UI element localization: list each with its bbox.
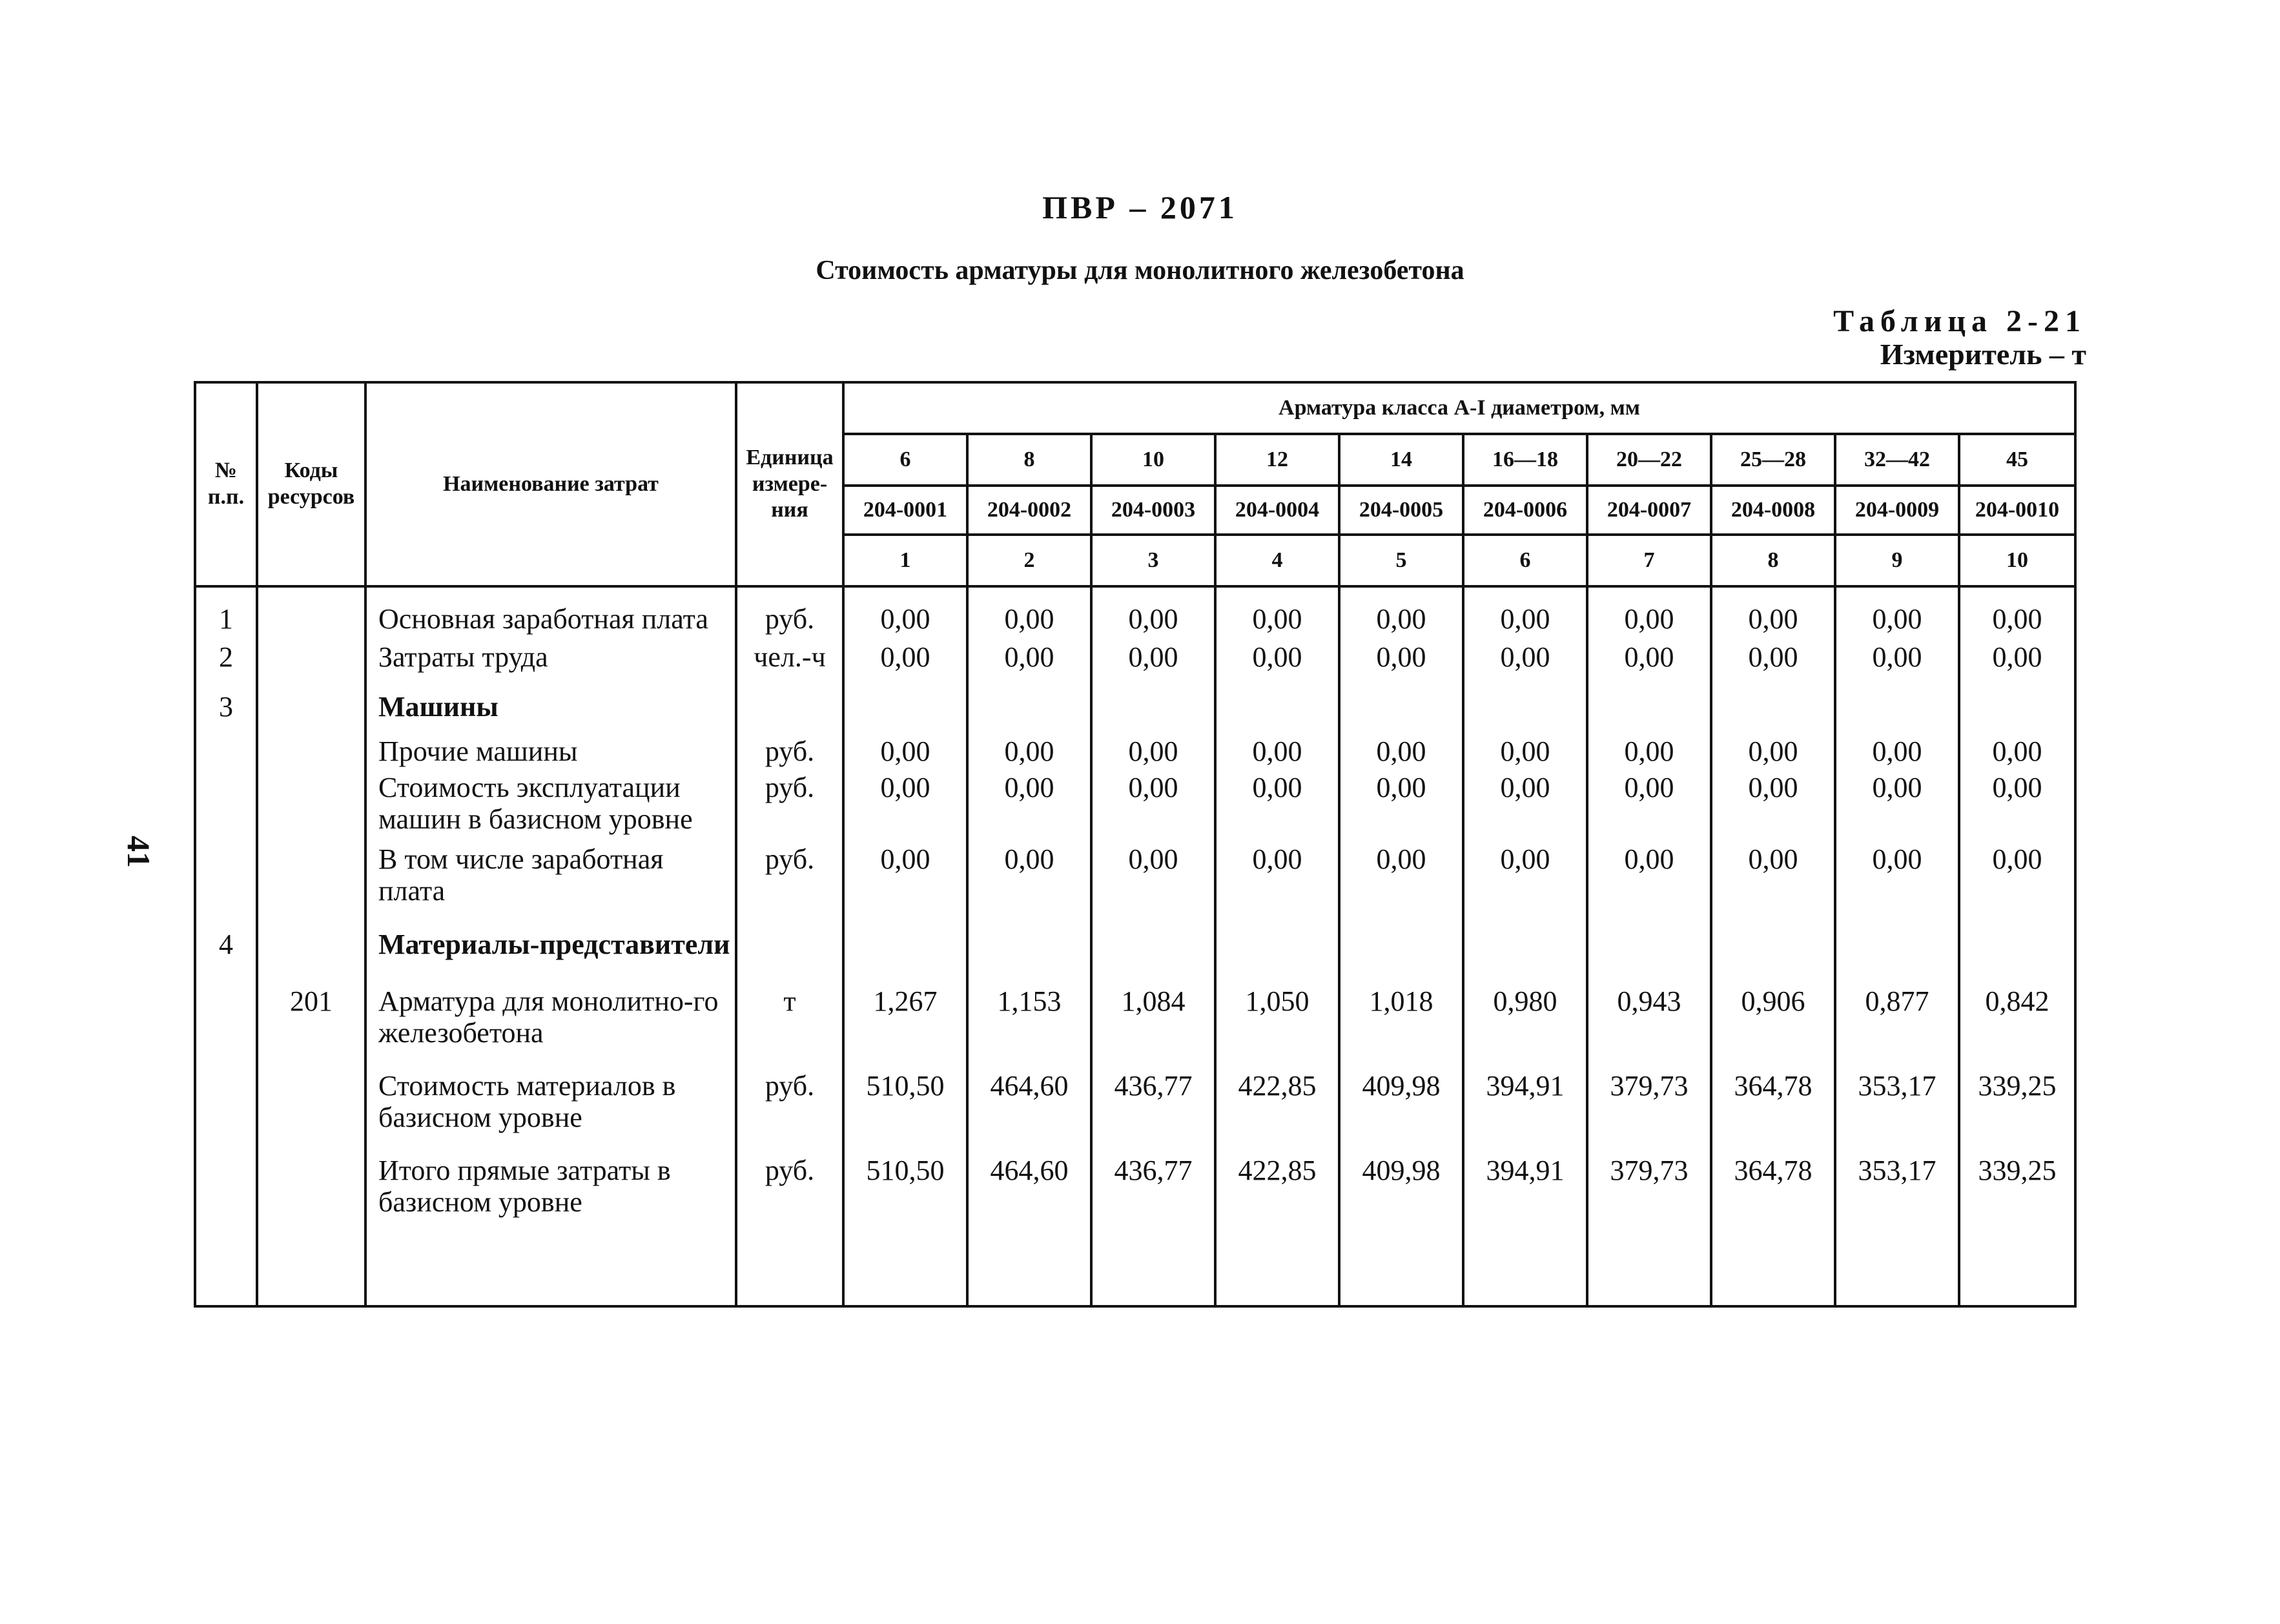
row-value-col-7: 379,73 [1587,1143,1711,1228]
row-value-col-10: 0,00 [1959,641,2075,677]
row-value-col-1: 0,00 [843,843,967,915]
row-number [195,1058,257,1143]
table-row [195,772,2075,843]
header-column-number-5: 5 [1339,535,1463,586]
row-value-col-10: 0,00 [1959,843,2075,915]
header-column-number-4: 4 [1215,535,1339,586]
row-value-col-6: 394,91 [1463,1143,1587,1228]
row-value-col-7 [1587,677,1711,735]
table-row [195,914,2075,973]
row-number: 3 [195,677,257,735]
row-value-col-9: 0,00 [1835,735,1959,771]
empty-cell [1835,1228,1959,1306]
row-value-col-2 [967,914,1091,973]
row-number [195,1143,257,1228]
row-number: 1 [195,586,257,641]
empty-cell [1339,1228,1463,1306]
row-value-col-5: 0,00 [1339,843,1463,915]
table-row [195,641,2075,677]
row-cost-name: Стоимость материалов в базисном уровне [365,1058,736,1143]
row-value-col-7: 379,73 [1587,1058,1711,1143]
row-value-col-1: 1,267 [843,974,967,1058]
header-diameter-6: 16—18 [1463,434,1587,486]
table-row [195,843,2075,915]
row-unit: руб. [736,843,843,915]
row-value-col-3: 0,00 [1091,843,1215,915]
row-value-col-2: 0,00 [967,641,1091,677]
row-value-col-4: 1,050 [1215,974,1339,1058]
row-value-col-6: 0,00 [1463,641,1587,677]
document-subtitle: Стоимость арматуры для монолитного железобетона [816,256,1464,285]
row-unit: чел.-ч [736,641,843,677]
row-value-col-2: 464,60 [967,1058,1091,1143]
row-value-col-8: 0,00 [1711,843,1835,915]
header-column-number-3: 3 [1091,535,1215,586]
row-value-col-5: 409,98 [1339,1058,1463,1143]
row-number: 4 [195,914,257,973]
row-value-col-2: 464,60 [967,1143,1091,1228]
row-value-col-8: 364,78 [1711,1143,1835,1228]
row-resource-code [257,677,365,735]
row-value-col-9 [1835,914,1959,973]
row-value-col-6: 0,00 [1463,843,1587,915]
row-cost-name: Итого прямые затраты в базисном уровне [365,1143,736,1228]
row-value-col-1 [843,677,967,735]
row-value-col-6: 0,00 [1463,586,1587,641]
row-value-col-1: 0,00 [843,735,967,771]
header-column-number-7: 7 [1587,535,1711,586]
row-value-col-10: 0,00 [1959,586,2075,641]
row-value-col-9: 0,877 [1835,974,1959,1058]
row-cost-name: В том числе заработная плата [365,843,736,915]
row-value-col-9: 0,00 [1835,641,1959,677]
row-value-col-8: 0,00 [1711,641,1835,677]
row-value-col-5: 409,98 [1339,1143,1463,1228]
row-unit: руб. [736,772,843,843]
row-value-col-4: 0,00 [1215,586,1339,641]
row-value-col-3: 436,77 [1091,1058,1215,1143]
empty-cell [257,1228,365,1306]
row-number [195,772,257,843]
cost-table [194,381,2077,1308]
row-value-col-8 [1711,677,1835,735]
row-cost-name: Арматура для монолитно-го железобетона [365,974,736,1058]
row-value-col-9: 0,00 [1835,772,1959,843]
row-value-col-7: 0,00 [1587,735,1711,771]
row-value-col-2: 0,00 [967,735,1091,771]
empty-cell [736,1228,843,1306]
row-value-col-6: 394,91 [1463,1058,1587,1143]
header-diameter-2: 8 [967,434,1091,486]
row-value-col-2: 0,00 [967,772,1091,843]
page-number: 41 [121,836,157,868]
row-value-col-6: 0,00 [1463,772,1587,843]
row-value-col-1 [843,914,967,973]
header-diameter-1: 6 [843,434,967,486]
row-value-col-6 [1463,914,1587,973]
empty-cell [1587,1228,1711,1306]
row-unit: руб. [736,1058,843,1143]
row-value-col-4: 422,85 [1215,1058,1339,1143]
row-resource-code [257,772,365,843]
row-value-col-5 [1339,677,1463,735]
row-value-col-5: 0,00 [1339,586,1463,641]
row-value-col-4 [1215,677,1339,735]
header-diameter-3: 10 [1091,434,1215,486]
row-cost-name: Основная заработная плата [365,586,736,641]
row-value-col-1: 0,00 [843,772,967,843]
row-value-col-6: 0,980 [1463,974,1587,1058]
row-unit: руб. [736,735,843,771]
row-value-col-5 [1339,914,1463,973]
header-num-col: № п.п. [195,382,257,586]
header-code-col: Коды ресурсов [257,382,365,586]
row-value-col-5: 1,018 [1339,974,1463,1058]
header-unit-col: Единица измере-ния [736,382,843,586]
header-diameter-10: 45 [1959,434,2075,486]
empty-cell [1711,1228,1835,1306]
row-value-col-2: 0,00 [967,586,1091,641]
row-value-col-9 [1835,677,1959,735]
row-cost-name: Затраты труда [365,641,736,677]
row-resource-code [257,914,365,973]
header-column-number-2: 2 [967,535,1091,586]
row-value-col-9: 0,00 [1835,586,1959,641]
table-header [195,382,2075,586]
table-number-label: Таблица 2-21 [1833,304,2086,338]
header-resource-code-3: 204-0003 [1091,486,1215,535]
row-value-col-7 [1587,914,1711,973]
header-column-number-6: 6 [1463,535,1587,586]
row-value-col-4: 0,00 [1215,772,1339,843]
row-value-col-3: 1,084 [1091,974,1215,1058]
row-value-col-8: 364,78 [1711,1058,1835,1143]
row-value-col-3: 0,00 [1091,641,1215,677]
row-value-col-5: 0,00 [1339,735,1463,771]
header-resource-code-1: 204-0001 [843,486,967,535]
empty-cell [195,1228,257,1306]
row-value-col-10: 0,842 [1959,974,2075,1058]
row-resource-code: 201 [257,974,365,1058]
empty-cell [1959,1228,2075,1306]
header-resource-code-4: 204-0004 [1215,486,1339,535]
table-row [195,1058,2075,1143]
empty-cell [967,1228,1091,1306]
header-diameter-9: 32—42 [1835,434,1959,486]
row-value-col-2: 0,00 [967,843,1091,915]
row-resource-code [257,843,365,915]
row-cost-name: Машины [365,677,736,735]
row-unit [736,677,843,735]
table-filler-row [195,1228,2075,1306]
row-unit: руб. [736,1143,843,1228]
row-value-col-4: 0,00 [1215,843,1339,915]
row-value-col-6: 0,00 [1463,735,1587,771]
header-diameter-5: 14 [1339,434,1463,486]
row-value-col-3 [1091,677,1215,735]
row-value-col-4: 0,00 [1215,735,1339,771]
header-resource-code-6: 204-0006 [1463,486,1587,535]
row-resource-code [257,1058,365,1143]
header-rebar-group: Арматура класса А-I диаметром, мм [843,382,2075,434]
row-cost-name: Стоимость эксплуатации машин в базисном уровне [365,772,736,843]
table-row [195,735,2075,771]
header-name-col: Наименование затрат [365,382,736,586]
row-value-col-4: 422,85 [1215,1143,1339,1228]
document-code: ПВР – 2071 [1042,189,1238,225]
row-value-col-6 [1463,677,1587,735]
empty-cell [843,1228,967,1306]
row-resource-code [257,735,365,771]
header-diameter-8: 25—28 [1711,434,1835,486]
header-resource-code-5: 204-0005 [1339,486,1463,535]
row-value-col-2 [967,677,1091,735]
row-value-col-8: 0,906 [1711,974,1835,1058]
row-value-col-8: 0,00 [1711,586,1835,641]
row-unit [736,914,843,973]
row-resource-code [257,641,365,677]
row-resource-code [257,1143,365,1228]
row-value-col-3: 436,77 [1091,1143,1215,1228]
table-row [195,1143,2075,1228]
row-value-col-4 [1215,914,1339,973]
row-cost-name: Прочие машины [365,735,736,771]
table-body [195,586,2075,1306]
header-column-number-1: 1 [843,535,967,586]
row-value-col-3 [1091,914,1215,973]
row-number: 2 [195,641,257,677]
row-value-col-10: 0,00 [1959,735,2075,771]
row-value-col-10: 339,25 [1959,1143,2075,1228]
empty-cell [1091,1228,1215,1306]
header-resource-code-8: 204-0008 [1711,486,1835,535]
row-value-col-1: 510,50 [843,1143,967,1228]
header-resource-code-10: 204-0010 [1959,486,2075,535]
header-resource-code-9: 204-0009 [1835,486,1959,535]
measure-unit-label: Измеритель – т [1880,338,2086,371]
row-unit: т [736,974,843,1058]
row-value-col-7: 0,00 [1587,641,1711,677]
header-resource-code-2: 204-0002 [967,486,1091,535]
empty-cell [365,1228,736,1306]
row-value-col-5: 0,00 [1339,641,1463,677]
header-column-number-9: 9 [1835,535,1959,586]
row-value-col-7: 0,943 [1587,974,1711,1058]
header-column-number-10: 10 [1959,535,2075,586]
row-value-col-10 [1959,677,2075,735]
row-cost-name: Материалы-представители [365,914,736,973]
row-number [195,735,257,771]
row-value-col-1: 0,00 [843,641,967,677]
header-diameter-7: 20—22 [1587,434,1711,486]
header-resource-code-7: 204-0007 [1587,486,1711,535]
row-value-col-2: 1,153 [967,974,1091,1058]
row-value-col-3: 0,00 [1091,772,1215,843]
row-number [195,974,257,1058]
row-value-col-9: 353,17 [1835,1058,1959,1143]
row-value-col-10: 339,25 [1959,1058,2075,1143]
row-value-col-8: 0,00 [1711,735,1835,771]
row-unit: руб. [736,586,843,641]
empty-cell [1215,1228,1339,1306]
row-value-col-8: 0,00 [1711,772,1835,843]
row-value-col-10: 0,00 [1959,772,2075,843]
table-row [195,677,2075,735]
header-column-number-8: 8 [1711,535,1835,586]
table-row [195,586,2075,641]
row-value-col-1: 0,00 [843,586,967,641]
row-number [195,843,257,915]
row-value-col-9: 0,00 [1835,843,1959,915]
row-value-col-10 [1959,914,2075,973]
empty-cell [1463,1228,1587,1306]
row-value-col-3: 0,00 [1091,586,1215,641]
row-value-col-1: 510,50 [843,1058,967,1143]
row-value-col-7: 0,00 [1587,843,1711,915]
row-value-col-3: 0,00 [1091,735,1215,771]
row-value-col-7: 0,00 [1587,772,1711,843]
row-value-col-7: 0,00 [1587,586,1711,641]
row-value-col-9: 353,17 [1835,1143,1959,1228]
table-row [195,974,2075,1058]
row-value-col-4: 0,00 [1215,641,1339,677]
row-value-col-8 [1711,914,1835,973]
header-diameter-4: 12 [1215,434,1339,486]
row-value-col-5: 0,00 [1339,772,1463,843]
row-resource-code [257,586,365,641]
